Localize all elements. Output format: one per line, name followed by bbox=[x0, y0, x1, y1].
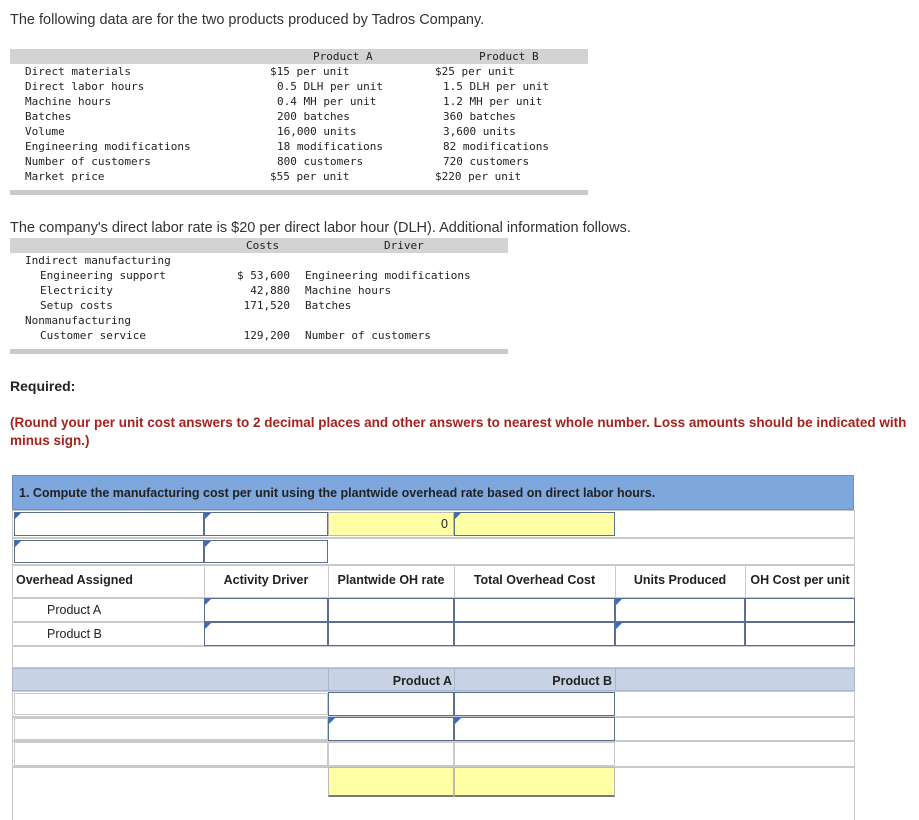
overhead-header: Total Overhead Cost bbox=[473, 573, 596, 587]
costs-table-footer bbox=[10, 349, 508, 354]
column-divider bbox=[454, 565, 455, 598]
overhead-header: OH Cost per unit bbox=[750, 573, 850, 587]
product-row-label: Machine hours bbox=[25, 95, 112, 108]
cost-row-label: Engineering support bbox=[40, 269, 166, 282]
bottom-header-product-a: Product A bbox=[392, 674, 452, 688]
row-1-total-cell bbox=[328, 512, 454, 536]
intro-text: The following data are for the two products produced by Tadros Company. bbox=[10, 12, 485, 28]
col-driver: Driver bbox=[384, 239, 424, 252]
column-divider bbox=[615, 565, 616, 598]
column-divider bbox=[745, 565, 746, 598]
total-overhead-input[interactable] bbox=[454, 622, 615, 646]
cost-row-amount: $ 53,600 bbox=[237, 269, 290, 282]
divider bbox=[454, 668, 455, 691]
col-product-b: Product B bbox=[479, 50, 539, 63]
rate-text: The company's direct labor rate is $20 per direct labor hour (DLH). Additional information follows. bbox=[10, 220, 631, 236]
product-row-label: Batches bbox=[25, 110, 72, 123]
bottom-row-2-product-b-input[interactable] bbox=[454, 717, 615, 741]
dropdown-marker-icon bbox=[616, 623, 622, 629]
cost-row-label: Electricity bbox=[40, 284, 113, 297]
row-1-label-input[interactable] bbox=[14, 512, 204, 536]
oh-cost-per-unit-input[interactable] bbox=[745, 622, 855, 646]
total-overhead-input[interactable] bbox=[454, 598, 615, 622]
cost-row-label: Nonmanufacturing bbox=[25, 314, 131, 327]
product-b-value: 720 customers bbox=[443, 155, 530, 168]
plantwide-rate-input[interactable] bbox=[328, 598, 454, 622]
product-row-label: Number of customers bbox=[25, 155, 151, 168]
overhead-header: Plantwide OH rate bbox=[337, 573, 445, 587]
col-costs: Costs bbox=[246, 239, 280, 252]
overhead-header: Units Produced bbox=[633, 573, 727, 587]
product-row-label: Volume bbox=[25, 125, 65, 138]
product-a-value: $55 per unit bbox=[270, 170, 350, 183]
divider bbox=[615, 668, 616, 691]
cost-row-label: Setup costs bbox=[40, 299, 113, 312]
instructions: (Round your per unit cost answers to 2 decimal places and other answers to nearest whole number. Loss amounts should be indicated with minus sign.) bbox=[10, 415, 907, 448]
product-b-value: 82 modifications bbox=[443, 140, 549, 153]
cost-row-driver: Machine hours bbox=[305, 284, 392, 297]
cost-row-amount: 129,200 bbox=[243, 329, 290, 342]
divider bbox=[328, 668, 329, 691]
cost-row-driver: Engineering modifications bbox=[305, 269, 471, 282]
bottom-row-2-product-a-input[interactable] bbox=[328, 717, 454, 741]
row-1-driver-input[interactable] bbox=[204, 512, 328, 536]
product-b-value: 3,600 units bbox=[443, 125, 516, 138]
product-b-value: $25 per unit bbox=[435, 65, 515, 78]
total-product-a-cell bbox=[328, 767, 454, 797]
plantwide-rate-input[interactable] bbox=[328, 622, 454, 646]
dropdown-marker-icon bbox=[205, 623, 211, 629]
cost-row-driver: Batches bbox=[305, 299, 352, 312]
activity-driver-input[interactable] bbox=[204, 622, 328, 646]
product-row-label: Direct materials bbox=[25, 65, 131, 78]
cost-row-amount: 171,520 bbox=[243, 299, 290, 312]
overhead-row-label: Product B bbox=[47, 627, 102, 641]
units-produced-input[interactable] bbox=[615, 598, 745, 622]
required-label: Required: bbox=[10, 378, 76, 394]
product-a-value: 16,000 units bbox=[277, 125, 357, 138]
product-b-value: 1.2 MH per unit bbox=[443, 95, 543, 108]
product-b-value: $220 per unit bbox=[435, 170, 522, 183]
dropdown-marker-icon bbox=[205, 599, 211, 605]
product-a-value: 800 customers bbox=[277, 155, 364, 168]
product-a-value: 0.4 MH per unit bbox=[277, 95, 377, 108]
column-divider bbox=[204, 565, 205, 598]
product-a-value: 0.5 DLH per unit bbox=[277, 80, 383, 93]
cost-row-label: Indirect manufacturing bbox=[25, 254, 171, 267]
cost-row-amount: 42,880 bbox=[250, 284, 290, 297]
product-a-value: 18 modifications bbox=[277, 140, 383, 153]
products-table-footer bbox=[10, 190, 588, 195]
bottom-row-2-label bbox=[14, 718, 328, 740]
spacer-row bbox=[12, 646, 855, 668]
row-2-driver-input[interactable] bbox=[204, 540, 328, 563]
bottom-row-3-product-b bbox=[454, 742, 615, 766]
cost-row-label: Customer service bbox=[40, 329, 146, 342]
row-1-total-value: 0 bbox=[441, 517, 448, 531]
overhead-row-label: Product A bbox=[47, 603, 102, 617]
oh-cost-per-unit-input[interactable] bbox=[745, 598, 855, 622]
units-produced-input[interactable] bbox=[615, 622, 745, 646]
product-b-value: 360 batches bbox=[443, 110, 516, 123]
bottom-row-1-label bbox=[14, 693, 328, 715]
activity-driver-input[interactable] bbox=[204, 598, 328, 622]
bottom-row-3-label bbox=[14, 742, 328, 766]
dropdown-marker-icon bbox=[616, 599, 622, 605]
col-product-a: Product A bbox=[313, 50, 373, 63]
product-b-value: 1.5 DLH per unit bbox=[443, 80, 549, 93]
question-title: 1. Compute the manufacturing cost per unit using the plantwide overhead rate based on direct labor hours. bbox=[12, 475, 854, 510]
bottom-row-1-product-b-input[interactable] bbox=[454, 692, 615, 716]
product-row-label: Market price bbox=[25, 170, 105, 183]
row-1-rate-input[interactable] bbox=[454, 512, 615, 536]
cost-row-driver: Number of customers bbox=[305, 329, 431, 342]
total-product-b-cell bbox=[454, 767, 615, 797]
product-row-label: Engineering modifications bbox=[25, 140, 191, 153]
row-2-label-input[interactable] bbox=[14, 540, 204, 563]
overhead-header: Activity Driver bbox=[223, 573, 309, 587]
product-row-label: Direct labor hours bbox=[25, 80, 145, 93]
bottom-row-1-product-a-input[interactable] bbox=[328, 692, 454, 716]
bottom-header-product-b: Product B bbox=[552, 674, 612, 688]
product-a-value: 200 batches bbox=[277, 110, 350, 123]
column-divider bbox=[328, 565, 329, 598]
overhead-header: Overhead Assigned bbox=[16, 573, 133, 587]
bottom-row-3-product-a bbox=[328, 742, 454, 766]
product-a-value: $15 per unit bbox=[270, 65, 350, 78]
